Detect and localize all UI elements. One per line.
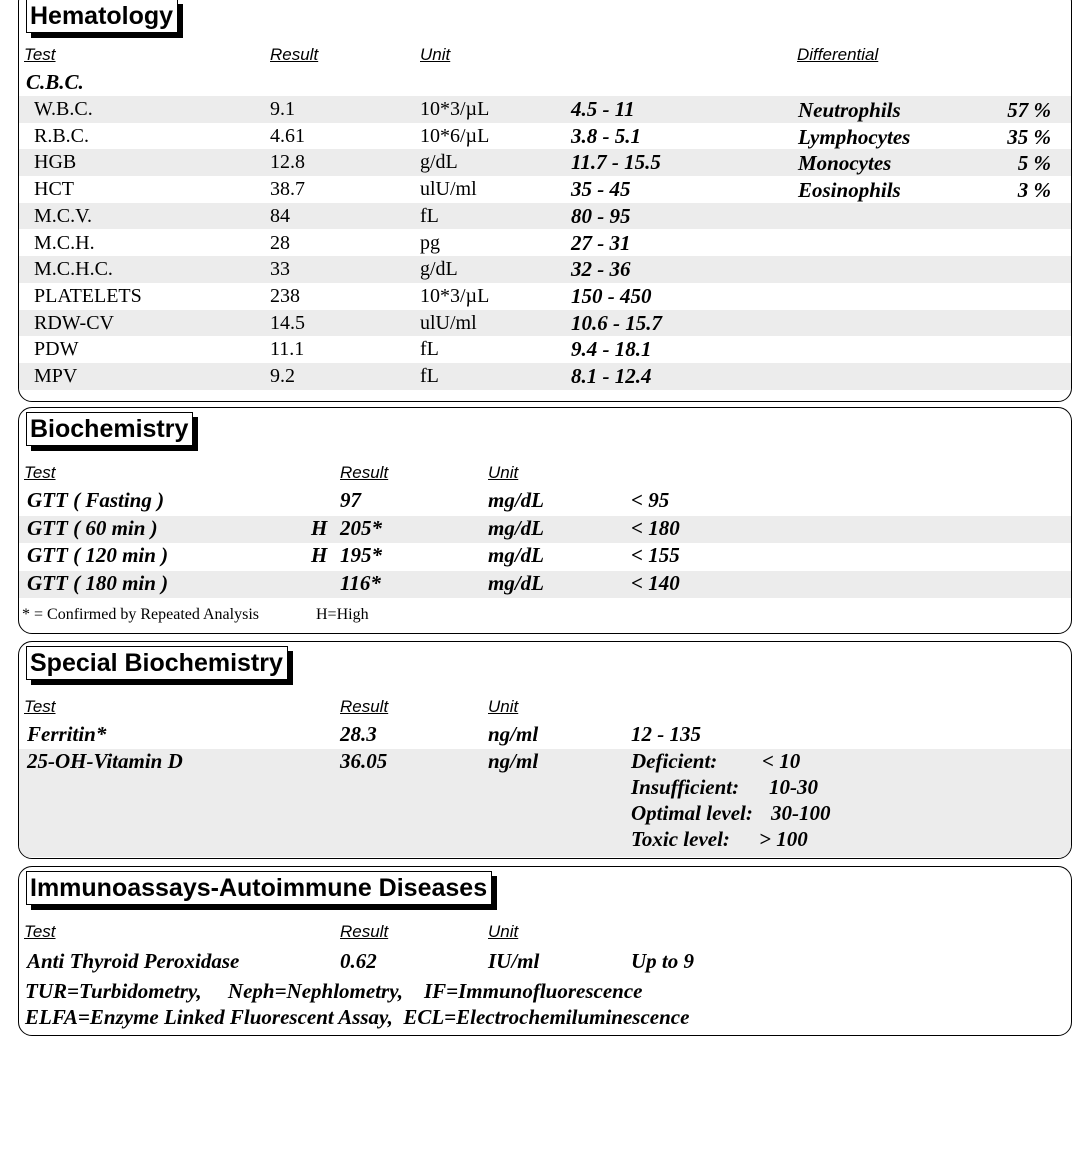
table-row (19, 176, 1071, 203)
group-cbc: C.B.C. (26, 70, 84, 94)
test-name: RDW-CV (34, 311, 114, 334)
test-result: 11.1 (270, 338, 305, 361)
table-row (19, 230, 1071, 257)
test-name: GTT ( Fasting ) (27, 488, 165, 512)
differential-name: Eosinophils (798, 178, 901, 203)
differential-value: 3 % (1017, 178, 1051, 203)
header-result: Result (340, 922, 389, 941)
reference-range: 4.5 - 11 (571, 97, 635, 121)
test-result: 36.05 (340, 749, 388, 773)
test-unit: 10*6/µL (420, 124, 490, 147)
level-value: < 10 (762, 749, 801, 773)
test-result: 12.8 (270, 151, 305, 174)
test-result: 9.2 (270, 365, 295, 387)
test-result: 0.62 (340, 949, 377, 973)
header-result: Result (340, 463, 389, 482)
reference-range: 35 - 45 (571, 177, 631, 202)
test-name: Ferritin* (27, 722, 107, 746)
differential-name: Monocytes (798, 151, 892, 176)
test-unit: 10*3/µL (420, 284, 490, 307)
level-label: Toxic level: (631, 827, 730, 851)
table-row (19, 96, 1071, 123)
test-name: GTT ( 120 min ) (27, 543, 169, 567)
test-name: HGB (34, 151, 77, 174)
header-unit: Unit (488, 697, 519, 716)
differential-name: Lymphocytes (798, 124, 911, 149)
differential-value: 35 % (1007, 124, 1051, 149)
test-result: 238 (270, 284, 300, 307)
table-row (19, 516, 1071, 544)
test-result: 28 (270, 231, 290, 254)
immunoassays-panel (18, 866, 1072, 1036)
header-unit: Unit (488, 922, 519, 941)
reference-range: 32 - 36 (571, 257, 631, 282)
note-high: H=High (316, 606, 369, 623)
header-unit: Unit (420, 45, 451, 64)
table-row (19, 310, 1071, 337)
test-result: 38.7 (270, 178, 305, 201)
table-row (19, 336, 1071, 363)
high-flag: H (311, 543, 328, 567)
test-unit: mg/dL (488, 543, 544, 567)
test-result: 9.1 (270, 98, 295, 120)
test-unit: ulU/ml (420, 311, 477, 334)
test-result: 116* (340, 570, 381, 595)
level-label: Insufficient: (631, 775, 740, 799)
reference-range: 12 - 135 (631, 722, 701, 746)
header-test: Test (24, 463, 56, 482)
header-unit: Unit (488, 463, 519, 482)
test-result: 205* (340, 515, 382, 540)
test-unit: g/dL (420, 258, 458, 281)
differential-value: 57 % (1007, 98, 1051, 122)
note-confirmed: * = Confirmed by Repeated Analysis (22, 606, 259, 623)
table-row (19, 203, 1071, 230)
test-name: W.B.C. (34, 98, 93, 120)
test-result: 84 (270, 204, 290, 227)
test-result: 14.5 (270, 311, 305, 334)
test-unit: ulU/ml (420, 178, 477, 201)
level-value: 30-100 (771, 801, 831, 825)
test-name: Anti Thyroid Peroxidase (27, 949, 240, 973)
reference-range: 80 - 95 (571, 203, 631, 228)
test-unit: g/dL (420, 151, 458, 174)
differential-name: Neutrophils (798, 98, 901, 122)
test-name: M.C.H.C. (34, 258, 113, 281)
test-name: M.C.V. (34, 204, 92, 227)
method-legend-line-1: TUR=Turbidometry, Neph=Nephlometry, IF=Immunofluorescence (25, 979, 643, 1003)
test-name: 25-OH-Vitamin D (27, 749, 183, 773)
test-unit: pg (420, 231, 440, 254)
reference-range: < 140 (631, 570, 680, 595)
hematology-title: Hematology (26, 0, 178, 33)
high-flag: H (311, 515, 328, 540)
test-unit: mg/dL (488, 570, 544, 595)
table-row (19, 363, 1071, 390)
reference-range: 27 - 31 (571, 230, 631, 255)
table-row (19, 256, 1071, 283)
table-row (19, 722, 1071, 749)
reference-range: 3.8 - 5.1 (571, 123, 641, 148)
header-result: Result (270, 45, 319, 64)
test-unit: ng/ml (488, 749, 539, 773)
test-unit: fL (420, 338, 439, 361)
reference-range: 10.6 - 15.7 (571, 310, 662, 335)
test-name: MPV (34, 365, 78, 387)
special-biochemistry-panel (18, 641, 1072, 859)
test-result: 33 (270, 258, 290, 281)
test-name: PLATELETS (34, 284, 142, 307)
test-result: 195* (340, 543, 382, 567)
reference-range: < 95 (631, 488, 670, 512)
table-row (19, 571, 1071, 599)
table-row (19, 949, 1071, 975)
test-unit: fL (420, 365, 439, 387)
test-unit: ng/ml (488, 722, 539, 746)
header-test: Test (24, 922, 56, 941)
reference-range: 9.4 - 18.1 (571, 337, 652, 362)
level-value: > 100 (759, 827, 808, 851)
header-result: Result (340, 697, 389, 716)
table-row (19, 123, 1071, 150)
test-unit: fL (420, 204, 439, 227)
test-name: R.B.C. (34, 124, 90, 147)
table-row (19, 149, 1071, 176)
level-label: Optimal level: (631, 801, 753, 825)
table-row (19, 488, 1071, 516)
header-differential: Differential (797, 45, 879, 64)
header-test: Test (24, 697, 56, 716)
test-name: GTT ( 180 min ) (27, 570, 169, 595)
test-name: GTT ( 60 min ) (27, 515, 158, 540)
table-row (19, 749, 1071, 857)
reference-range: < 180 (631, 515, 680, 540)
table-row (19, 543, 1071, 571)
reference-range: < 155 (631, 543, 680, 567)
test-result: 97 (340, 488, 361, 512)
test-unit: IU/ml (488, 949, 540, 973)
hematology-panel (18, 0, 1072, 402)
method-legend-line-2: ELFA=Enzyme Linked Fluorescent Assay, ECL=Electrochemiluminescence (25, 1005, 690, 1029)
test-unit: mg/dL (488, 515, 544, 540)
test-name: HCT (34, 178, 74, 201)
table-row (19, 283, 1071, 310)
special-biochemistry-title: Special Biochemistry (26, 646, 288, 680)
test-unit: mg/dL (488, 488, 544, 512)
level-value: 10-30 (769, 775, 818, 799)
test-unit: 10*3/µL (420, 98, 490, 120)
test-result: 4.61 (270, 124, 305, 147)
header-test: Test (24, 45, 56, 64)
biochemistry-panel (18, 407, 1072, 634)
level-label: Deficient: (631, 749, 718, 773)
test-name: PDW (34, 338, 79, 361)
reference-range: Up to 9 (631, 949, 694, 973)
differential-value: 5 % (1017, 151, 1051, 176)
reference-range: 8.1 - 12.4 (571, 364, 652, 388)
reference-range: 150 - 450 (571, 283, 652, 308)
immunoassays-title: Immunoassays-Autoimmune Diseases (26, 871, 492, 905)
biochemistry-title: Biochemistry (26, 412, 193, 446)
test-name: M.C.H. (34, 231, 95, 254)
test-result: 28.3 (340, 722, 377, 746)
reference-range: 11.7 - 15.5 (571, 150, 661, 175)
